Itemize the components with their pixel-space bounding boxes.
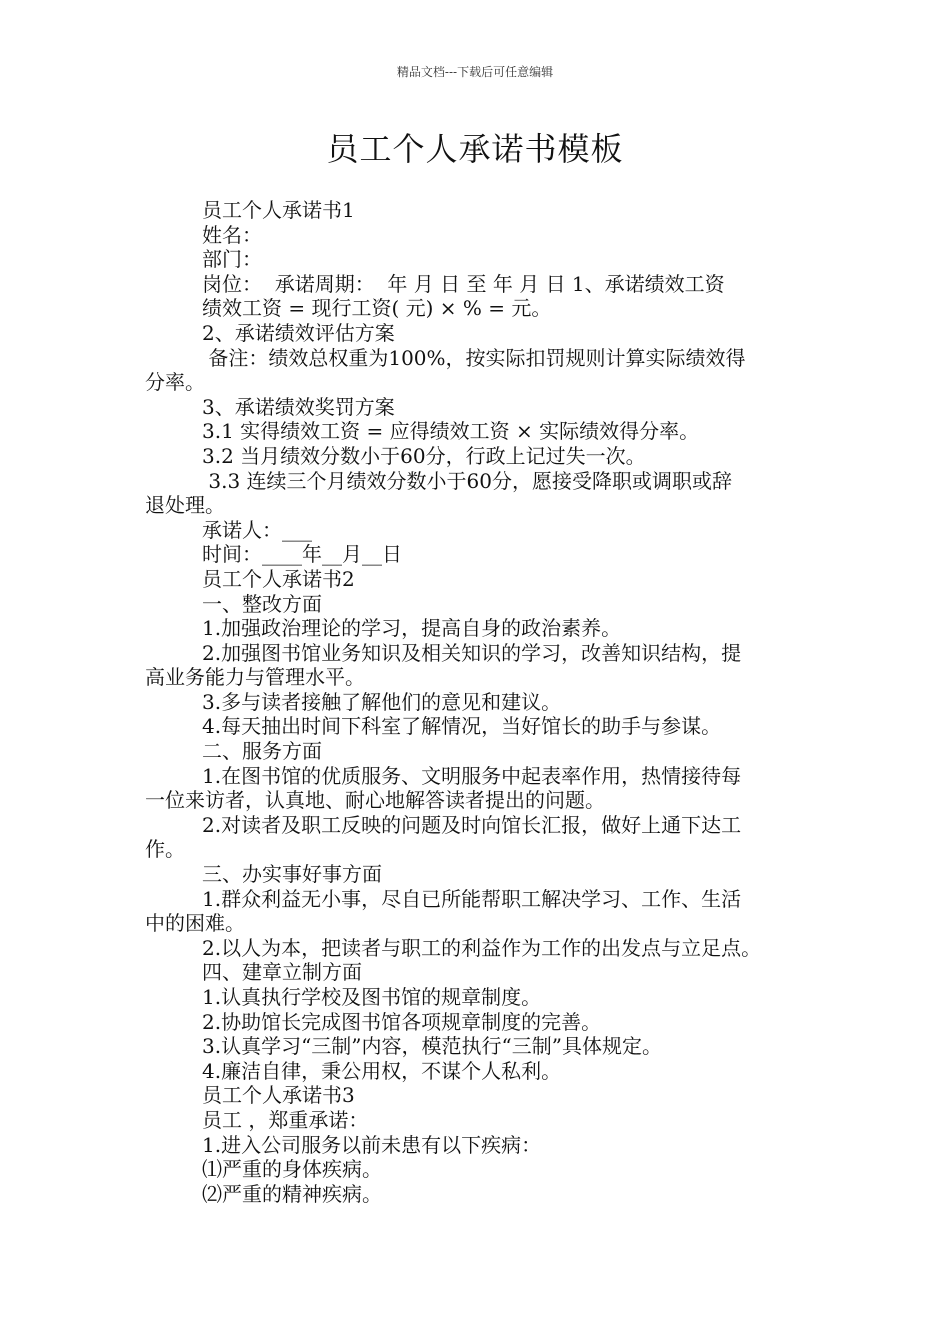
text-line: 3.1 实得绩效工资 = 应得绩效工资 × 实际绩效得分率。 [202,419,700,444]
text-line: 中的困难。 [145,911,245,936]
text-line: 承诺人：___ [202,517,312,542]
text-line: 3、承诺绩效奖罚方案 [202,394,395,419]
document-body [145,198,813,1206]
text-line: 2.协助馆长完成图书馆各项规章制度的完善。 [202,1009,602,1034]
text-line: ⑴严重的身体疾病。 [202,1157,382,1182]
document-title: 员工个人承诺书模板 [326,130,624,168]
text-line: 员工个人承诺书1 [202,198,355,222]
text-line: 姓名： [202,222,262,247]
text-line: 2、承诺绩效评估方案 [202,320,395,345]
text-line: 部门： [202,247,262,272]
text-line: 3.3 连续三个月绩效分数小于60分，愿接受降职或调职或辞 [202,468,732,493]
text-line: 员工个人承诺书3 [202,1083,355,1108]
text-line: 1.群众利益无小事，尽自已所能帮职工解决学习、工作、生活 [202,886,742,911]
text-line: 2.对读者及职工反映的问题及时向馆长汇报，做好上通下达工 [202,812,742,837]
text-line: 1.认真执行学校及图书馆的规章制度。 [202,985,542,1009]
text-line: 3.多与读者接触了解他们的意见和建议。 [202,689,562,714]
text-line: 三、办实事好事方面 [202,862,382,887]
text-line: 一、整改方面 [202,591,322,616]
text-line: 二、服务方面 [202,739,322,764]
text-line: 退处理。 [145,493,225,518]
text-line: 员工 ，郑重承诺： [202,1107,369,1132]
text-line: 1.加强政治理论的学习，提高自身的政治素养。 [202,616,622,641]
text-line: 备注：绩效总权重为100%，按实际扣罚规则计算实际绩效得 [202,345,746,370]
text-line: 2.以人为本，把读者与职工的利益作为工作的出发点与立足点。 [202,935,762,960]
text-line: 高业务能力与管理水平。 [145,665,365,690]
text-line: 3.2 当月绩效分数小于60分，行政上记过失一次。 [202,443,646,468]
text-line: 作。 [145,837,185,862]
text-line: 3.认真学习“三制”内容，模范执行“三制”具体规定。 [202,1034,662,1059]
text-line: 2.加强图书馆业务知识及相关知识的学习，改善知识结构，提 [202,640,742,665]
text-line: 岗位： 承诺周期： 年 月 日 至 年 月 日 1、承诺绩效工资 [202,271,725,296]
text-line: 4.廉洁自律，秉公用权，不谋个人私利。 [202,1058,562,1083]
text-line: 一位来访者，认真地、耐心地解答读者提出的问题。 [145,788,605,813]
text-line: 绩效工资 = 现行工资( 元) × % = 元。 [202,296,552,321]
text-line: 1.进入公司服务以前未患有以下疾病： [202,1132,542,1157]
text-line: 时间：____年__月__日 [202,542,402,567]
text-line: 四、建章立制方面 [202,960,362,985]
text-line: 4.每天抽出时间下科室了解情况，当好馆长的助手与参谋。 [202,714,722,739]
text-line: 1.在图书馆的优质服务、文明服务中起表率作用，热情接待每 [202,763,742,788]
text-line: 分率。 [145,370,205,395]
text-line: ⑵严重的精神疾病。 [202,1181,382,1206]
text-line: 员工个人承诺书2 [202,566,355,591]
page-header: 精品文档---下载后可任意编辑 [396,65,554,79]
